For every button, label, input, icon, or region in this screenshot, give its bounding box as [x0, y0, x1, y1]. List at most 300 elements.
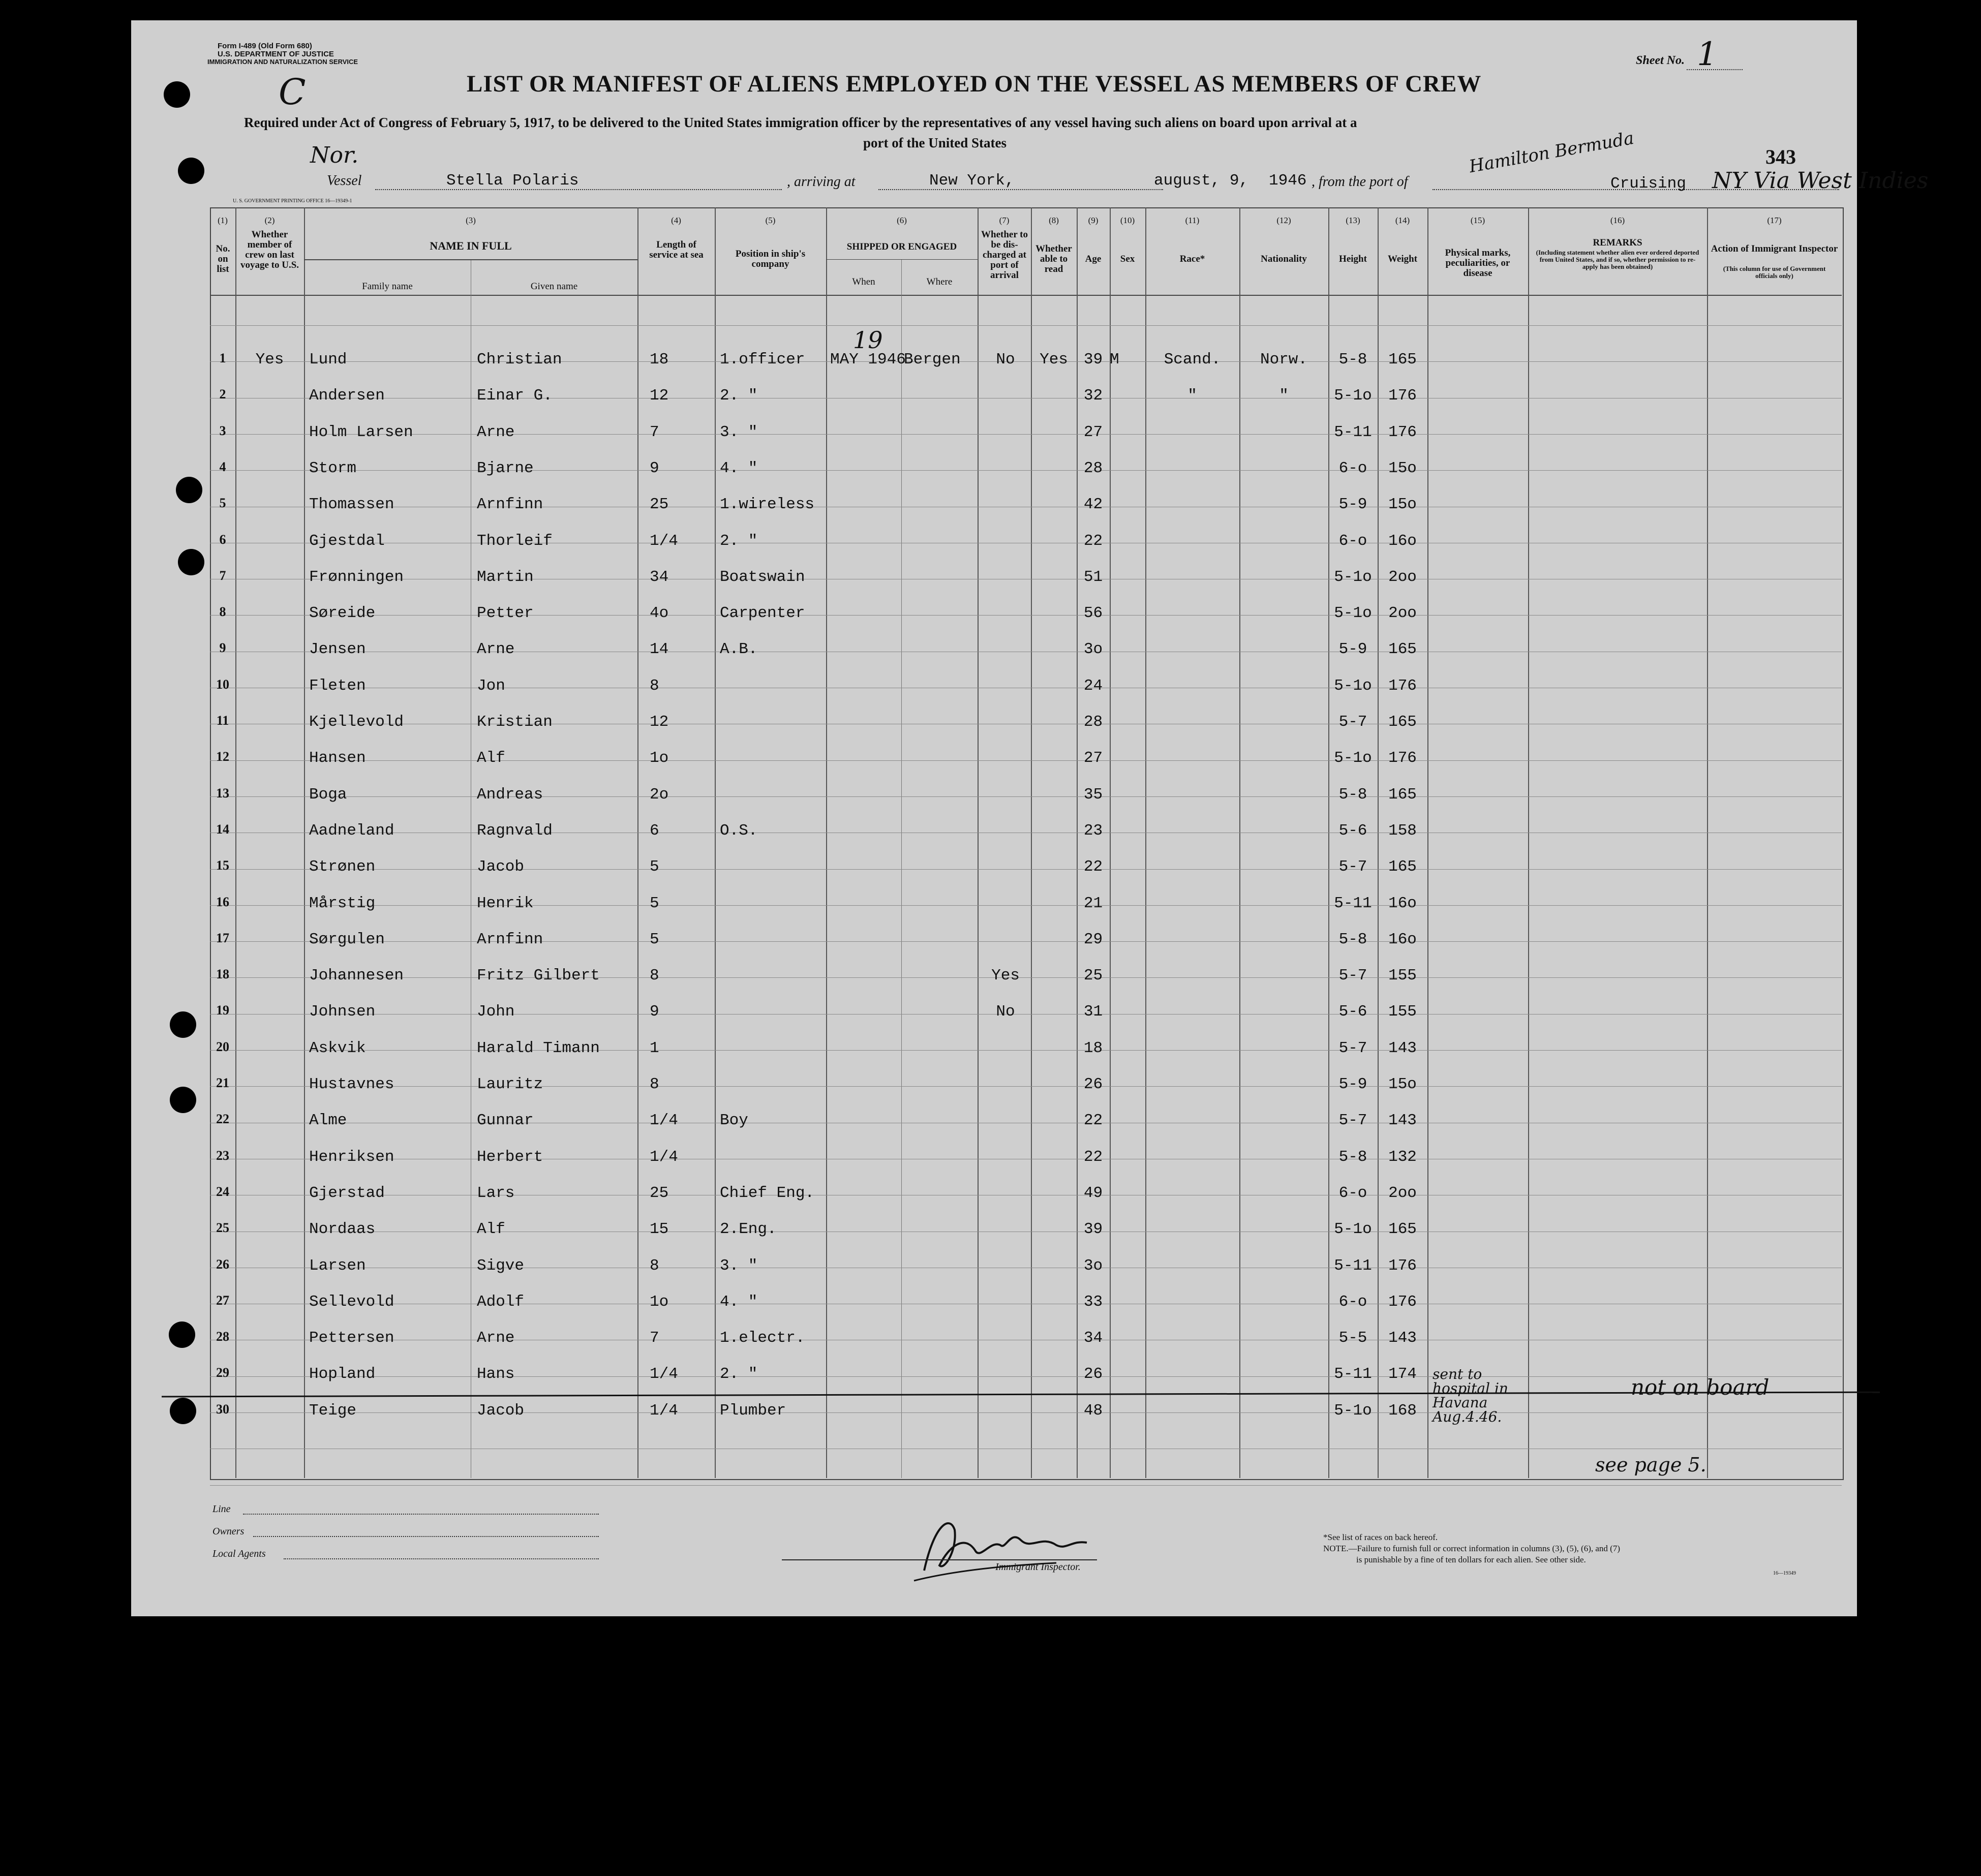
cell-height: 5-6 — [1338, 1003, 1367, 1021]
form-number: Form I-489 (Old Form 680) — [218, 42, 312, 50]
col-num: (8) — [1049, 216, 1059, 225]
cell-position: 4. " — [720, 459, 758, 477]
cell-given: Ragnvald — [477, 821, 553, 840]
header-sex: Sex — [1120, 254, 1135, 264]
col-num: (14) — [1395, 216, 1410, 225]
cell-position: Boatswain — [720, 568, 805, 586]
cell-service: 1o — [650, 749, 669, 767]
sheet-underline — [1687, 69, 1743, 70]
cell-weight: 2oo — [1388, 568, 1417, 586]
header-bottom-rule — [210, 295, 1842, 296]
cell-race: Scand. — [1164, 351, 1221, 368]
cell-age: 51 — [1083, 568, 1103, 586]
department: U.S. DEPARTMENT OF JUSTICE — [218, 50, 334, 58]
inspector-label: Immigrant Inspector. — [995, 1561, 1081, 1573]
header-shipped: SHIPPED OR ENGAGED — [846, 241, 957, 252]
cell-family: Gjestdal — [309, 532, 385, 550]
cell-no: 10 — [216, 676, 229, 692]
cell-weight: 155 — [1388, 1003, 1417, 1021]
cell-age: 28 — [1083, 459, 1103, 477]
cell-no: 5 — [219, 496, 226, 511]
cell-family: Søreide — [309, 604, 376, 623]
col-num: (2) — [264, 216, 275, 225]
cell-weight: 168 — [1388, 1401, 1417, 1420]
col-num: (11) — [1185, 216, 1200, 225]
cell-age: 23 — [1083, 821, 1103, 840]
cell-height: 5-8 — [1338, 930, 1367, 948]
cell-weight: 176 — [1388, 1293, 1417, 1311]
cell-weight: 165 — [1388, 1220, 1417, 1239]
punch-hole — [169, 1321, 195, 1348]
cell-height: 5-9 — [1338, 1075, 1367, 1093]
cell-service: 7 — [650, 423, 659, 441]
header-height: Height — [1339, 254, 1367, 264]
cell-height: 5-11 — [1334, 423, 1372, 441]
cell-height: 5-6 — [1338, 821, 1367, 840]
cell-family: Hansen — [309, 749, 366, 767]
punch-hole — [176, 477, 202, 503]
header-position: Position in ship's company — [735, 249, 806, 269]
cell-height: 5-1o — [1334, 1401, 1372, 1420]
cell-weight: 16o — [1388, 930, 1417, 948]
col-num: (12) — [1276, 216, 1291, 225]
col-num: (10) — [1120, 216, 1135, 225]
cell-family: Jensen — [309, 640, 366, 659]
cell-weight: 2oo — [1388, 1184, 1417, 1202]
cell-given: Arne — [477, 1329, 515, 1347]
cell-family: Mårstig — [309, 894, 376, 912]
cell-no: 26 — [216, 1256, 229, 1272]
cell-height: 5-8 — [1338, 1148, 1367, 1166]
cell-position: 2.Eng. — [720, 1220, 777, 1239]
cell-height: 5-8 — [1338, 785, 1367, 804]
cell-position: Boy — [720, 1112, 748, 1130]
row-guide-line — [210, 325, 1842, 326]
cell-family: Frønningen — [309, 568, 404, 586]
sheet-label: Sheet No. — [1636, 54, 1685, 67]
cell-height: 5-7 — [1338, 1039, 1367, 1057]
cell-family: Thomassen — [309, 496, 394, 514]
cell-position: O.S. — [720, 821, 758, 840]
owners-underline — [253, 1536, 599, 1537]
cell-given: Lauritz — [477, 1075, 543, 1093]
cell-family: Gjerstad — [309, 1184, 385, 1202]
cell-given: Arne — [477, 423, 515, 441]
cell-service: 7 — [650, 1329, 659, 1347]
cell-service: 5 — [650, 894, 659, 912]
line-label: Line — [212, 1503, 231, 1515]
cell-no: 22 — [216, 1112, 229, 1127]
cell-given: Martin — [477, 568, 534, 586]
cell-family: Henriksen — [309, 1148, 394, 1166]
cell-service: 12 — [650, 387, 669, 405]
header-physical-marks: Physical marks, peculiarities, or disease — [1445, 248, 1511, 279]
cell-family: Aadneland — [309, 821, 394, 840]
cell-position: 1.officer — [720, 351, 805, 368]
from-port-handwritten: Hamilton Bermuda — [1468, 128, 1636, 177]
cell-given: Einar G. — [477, 387, 553, 405]
cell-weight: 176 — [1388, 749, 1417, 767]
punch-hole — [164, 81, 190, 108]
row29-remark: sent to hospital in Havana Aug.4.46. — [1433, 1366, 1508, 1425]
cell-given: Herbert — [477, 1148, 543, 1166]
cell-height: 6-o — [1338, 459, 1367, 477]
cell-age: 22 — [1083, 858, 1103, 876]
cell-position: 3. " — [720, 1256, 758, 1275]
cell-service: 18 — [650, 351, 669, 368]
cell-age: 39 — [1083, 351, 1103, 368]
cell-weight: 132 — [1388, 1148, 1417, 1166]
cell-family: Storm — [309, 459, 357, 477]
cell-weight: 165 — [1388, 858, 1417, 876]
cell-service: 9 — [650, 459, 659, 477]
cell-no: 4 — [219, 459, 226, 474]
cell-weight: 176 — [1388, 676, 1417, 695]
cell-family: Askvik — [309, 1039, 366, 1057]
cell-service: 15 — [650, 1220, 669, 1239]
cell-weight: 176 — [1388, 1256, 1417, 1275]
header-race: Race* — [1179, 254, 1205, 264]
cell-given: John — [477, 1003, 515, 1021]
cell-height: 5-1o — [1334, 676, 1372, 695]
col-num: (16) — [1610, 216, 1625, 225]
cell-position: 2. " — [720, 387, 758, 405]
cell-no: 20 — [216, 1039, 229, 1054]
cell-position: 2. " — [720, 532, 758, 550]
cell-no: 7 — [219, 568, 226, 583]
agents-underline — [284, 1558, 599, 1559]
cell-age: 48 — [1083, 1401, 1103, 1420]
header-age: Age — [1085, 254, 1102, 264]
cell-no: 24 — [216, 1184, 229, 1199]
footnote-penalty-2: is punishable by a fine of ten dollars for each alien. See other side. — [1356, 1555, 1586, 1564]
cell-no: 2 — [219, 387, 226, 402]
col-num: (7) — [999, 216, 1010, 225]
cell-weight: 15o — [1388, 496, 1417, 514]
cell-position: Carpenter — [720, 604, 805, 623]
footnote-penalty-1: NOTE.—Failure to furnish full or correct information in columns (3), (5), (6), and (7) — [1323, 1544, 1620, 1553]
cell-given: Jacob — [477, 1401, 525, 1420]
cell-weight: 165 — [1388, 785, 1417, 804]
cell-no: 11 — [216, 713, 229, 728]
cell-age: 3o — [1083, 640, 1103, 659]
cell-age: 24 — [1083, 676, 1103, 695]
cell-family: Fleten — [309, 676, 366, 695]
cell-height: 6-o — [1338, 1293, 1367, 1311]
header-given-name: Given name — [530, 281, 578, 292]
col-num: (4) — [671, 216, 681, 225]
cell-age: 35 — [1083, 785, 1103, 804]
cell-given: Kristian — [477, 713, 553, 731]
cell-given: Harald Timann — [477, 1039, 600, 1057]
cell-height: 5-11 — [1334, 894, 1372, 912]
cell-height: 5-7 — [1338, 858, 1367, 876]
punch-hole — [170, 1011, 196, 1038]
cell-no: 8 — [219, 604, 226, 620]
cell-service: 1/4 — [650, 532, 678, 550]
handwritten-mark: C — [279, 71, 306, 113]
cell-no: 29 — [216, 1365, 229, 1380]
cell-weight: 165 — [1388, 640, 1417, 659]
cell-weight: 16o — [1388, 532, 1417, 550]
cell-age: 32 — [1083, 387, 1103, 405]
line-underline — [243, 1514, 599, 1515]
header-weight: Weight — [1387, 254, 1418, 264]
cell-discharged: No — [996, 351, 1015, 368]
cell-family: Holm Larsen — [309, 423, 413, 441]
header-action-sub: (This column for use of Government officials only) — [1723, 265, 1826, 280]
cell-height: 5-7 — [1338, 713, 1367, 731]
cell-nationality: " — [1279, 387, 1289, 405]
printer-line: U. S. GOVERNMENT PRINTING OFFICE 16—19349-1 — [233, 198, 352, 204]
cell-position: Plumber — [720, 1401, 786, 1420]
col-num: (5) — [765, 216, 776, 225]
cell-given: Petter — [477, 604, 534, 623]
header-read: Whether able to read — [1035, 243, 1072, 274]
cell-weight: 2oo — [1388, 604, 1417, 623]
cell-given: Jacob — [477, 858, 525, 876]
cell-given: Bjarne — [477, 459, 534, 477]
cell-age: 56 — [1083, 604, 1103, 623]
service: IMMIGRATION AND NATURALIZATION SERVICE — [207, 58, 358, 66]
agents-label: Local Agents — [212, 1548, 266, 1559]
cell-family: Johannesen — [309, 967, 404, 985]
page-number: 343 — [1765, 145, 1796, 168]
cell-sex: M — [1110, 351, 1119, 368]
route-handwritten: NY Via West Indies — [1712, 168, 1929, 194]
cell-no: 16 — [216, 894, 229, 909]
cell-position: 2. " — [720, 1365, 758, 1383]
header-remarks-sub: (Including statement whether alien ever ordered deported from United States, and if so, whether permission to re-apply has been obtained) — [1536, 249, 1699, 270]
header-where: Where — [926, 276, 953, 287]
cell-weight: 143 — [1388, 1329, 1417, 1347]
cell-family: Boga — [309, 785, 347, 804]
cell-no: 27 — [216, 1293, 229, 1308]
cell-weight: 158 — [1388, 821, 1417, 840]
cell-age: 18 — [1083, 1039, 1103, 1057]
cell-service: 12 — [650, 713, 669, 731]
cell-family: Nordaas — [309, 1220, 376, 1239]
cell-given: Lars — [477, 1184, 515, 1202]
punch-hole — [178, 158, 204, 184]
cell-given: Alf — [477, 1220, 505, 1239]
header-family-name: Family name — [362, 281, 413, 292]
cell-height: 5-5 — [1338, 1329, 1367, 1347]
cell-age: 29 — [1083, 930, 1103, 948]
inspector-signature — [904, 1494, 1188, 1596]
cell-given: Christian — [477, 351, 562, 368]
cell-service: 8 — [650, 1075, 659, 1093]
cell-service: 34 — [650, 568, 669, 586]
cell-discharged: Yes — [991, 967, 1020, 985]
cell-given: Fritz Gilbert — [477, 967, 600, 985]
cell-service: 1o — [650, 1293, 669, 1311]
cell-family: Sørgulen — [309, 930, 385, 948]
header-length-service: Length of service at sea — [649, 239, 704, 260]
header-no: No. on list — [216, 243, 230, 274]
header-when: When — [852, 276, 875, 287]
cell-age: 34 — [1083, 1329, 1103, 1347]
cell-family: Strønen — [309, 858, 376, 876]
arrival-year: 1946 — [1269, 172, 1307, 190]
header-remarks: REMARKS — [1593, 237, 1642, 248]
cell-given: Andreas — [477, 785, 543, 804]
cell-position: 1.electr. — [720, 1329, 805, 1347]
cell-given: Hans — [477, 1365, 515, 1383]
cell-prev: Yes — [255, 351, 284, 368]
header-action: Action of Immigrant Inspector — [1711, 243, 1838, 254]
col-num: (17) — [1767, 216, 1782, 225]
cell-height: 5-1o — [1334, 387, 1372, 405]
cell-service: 9 — [650, 1003, 659, 1021]
cell-when-day: 19 — [853, 326, 883, 354]
cell-age: 42 — [1083, 496, 1103, 514]
inspector-line — [782, 1559, 1097, 1560]
cell-service: 8 — [650, 1256, 659, 1275]
vessel-flag: Nor. — [310, 142, 359, 168]
cell-age: 21 — [1083, 894, 1103, 912]
cell-height: 5-8 — [1338, 351, 1367, 368]
cell-height: 5-1o — [1334, 604, 1372, 623]
cell-no: 17 — [216, 930, 229, 945]
cell-height: 5-7 — [1338, 1112, 1367, 1130]
col-num: (3) — [466, 216, 476, 225]
cell-service: 1/4 — [650, 1112, 678, 1130]
form-title: LIST OR MANIFEST OF ALIENS EMPLOYED ON THE VESSEL AS MEMBERS OF CREW — [467, 71, 1482, 97]
cell-no: 21 — [216, 1075, 229, 1090]
cell-age: 3o — [1083, 1256, 1103, 1275]
cell-given: Arnfinn — [477, 930, 543, 948]
cell-family: Pettersen — [309, 1329, 394, 1347]
cell-family: Johnsen — [309, 1003, 376, 1021]
col-num: (9) — [1088, 216, 1099, 225]
header-discharged: Whether to be dis- charged at port of arrival — [981, 229, 1028, 281]
cell-no: 9 — [219, 640, 226, 656]
name-rule — [304, 259, 637, 260]
punch-hole — [178, 549, 204, 575]
cell-race: " — [1187, 387, 1197, 405]
cell-weight: 143 — [1388, 1039, 1417, 1057]
cell-height: 5-1o — [1334, 749, 1372, 767]
cell-age: 26 — [1083, 1075, 1103, 1093]
cell-given: Alf — [477, 749, 505, 767]
cell-given: Sigve — [477, 1256, 525, 1275]
cell-service: 14 — [650, 640, 669, 659]
cell-service: 5 — [650, 930, 659, 948]
cell-service: 6 — [650, 821, 659, 840]
from-port-label: , from the port of — [1312, 174, 1408, 190]
manifest-sheet — [131, 20, 1929, 1616]
cell-weight: 143 — [1388, 1112, 1417, 1130]
cell-given: Arne — [477, 640, 515, 659]
cell-no: 14 — [216, 821, 229, 837]
cell-read: Yes — [1040, 351, 1068, 368]
cell-weight: 15o — [1388, 1075, 1417, 1093]
sheet-number: 1 — [1697, 36, 1718, 73]
cell-service: 1/4 — [650, 1148, 678, 1166]
cell-weight: 165 — [1388, 351, 1417, 368]
cell-weight: 165 — [1388, 713, 1417, 731]
arriving-port: New York, — [929, 172, 1015, 190]
cell-age: 22 — [1083, 532, 1103, 550]
cell-service: 5 — [650, 858, 659, 876]
cell-service: 4o — [650, 604, 669, 623]
cell-no: 15 — [216, 858, 229, 873]
see-page-note: see page 5. — [1595, 1454, 1706, 1476]
cell-height: 5-11 — [1334, 1256, 1372, 1275]
cell-height: 6-o — [1338, 1184, 1367, 1202]
cell-no: 13 — [216, 785, 229, 801]
arrival-date: august, 9, — [1154, 172, 1249, 190]
form-code: 16—19349 — [1773, 1571, 1796, 1576]
cell-position: 3. " — [720, 423, 758, 441]
cell-weight: 176 — [1388, 387, 1417, 405]
cell-given: Henrik — [477, 894, 534, 912]
cell-no: 23 — [216, 1148, 229, 1163]
cell-service: 1/4 — [650, 1401, 678, 1420]
cell-no: 19 — [216, 1003, 229, 1018]
cell-no: 18 — [216, 967, 229, 982]
cell-service: 1/4 — [650, 1365, 678, 1383]
cell-no: 12 — [216, 749, 229, 764]
cell-family: Larsen — [309, 1256, 366, 1275]
cell-height: 5-1o — [1334, 568, 1372, 586]
cell-weight: 155 — [1388, 967, 1417, 985]
row-guide-line — [210, 1485, 1842, 1486]
cell-service: 25 — [650, 496, 669, 514]
cell-discharged: No — [996, 1003, 1015, 1021]
cell-height: 5-1o — [1334, 1220, 1372, 1239]
subtitle-line1: Required under Act of Congress of February 5, 1917, to be delivered to the United States immigration officer by the representatives of any vessel having such aliens on board upon arrival at a — [244, 115, 1357, 130]
cell-position: A.B. — [720, 640, 758, 659]
cell-age: 22 — [1083, 1112, 1103, 1130]
cell-given: Adolf — [477, 1293, 525, 1311]
header-prev-voyage: Whether member of crew on last voyage to U.S. — [240, 229, 299, 270]
cell-height: 5-9 — [1338, 496, 1367, 514]
cell-height: 6-o — [1338, 532, 1367, 550]
cell-height: 5-7 — [1338, 967, 1367, 985]
cell-position: 4. " — [720, 1293, 758, 1311]
cell-no: 3 — [219, 423, 226, 438]
cell-position: 1.wireless — [720, 496, 815, 514]
row29-action: not on board — [1631, 1375, 1770, 1400]
col-num: (1) — [218, 216, 228, 225]
cell-service: 1 — [650, 1039, 659, 1057]
vessel-label: Vessel — [327, 173, 362, 189]
cell-given: Thorleif — [477, 532, 553, 550]
cell-no: 30 — [216, 1401, 229, 1417]
punch-hole — [170, 1398, 196, 1424]
col-num: (13) — [1346, 216, 1360, 225]
cell-age: 39 — [1083, 1220, 1103, 1239]
cell-service: 8 — [650, 676, 659, 695]
cell-given: Gunnar — [477, 1112, 534, 1130]
cell-age: 49 — [1083, 1184, 1103, 1202]
shipped-rule — [826, 259, 978, 260]
cell-height: 5-11 — [1334, 1365, 1372, 1383]
cell-weight: 174 — [1388, 1365, 1417, 1383]
cell-height: 5-9 — [1338, 640, 1367, 659]
cell-family: Teige — [309, 1401, 357, 1420]
cell-age: 25 — [1083, 967, 1103, 985]
cell-position: Chief Eng. — [720, 1184, 815, 1202]
cell-given: Arnfinn — [477, 496, 543, 514]
cell-family: Sellevold — [309, 1293, 394, 1311]
cell-given: Jon — [477, 676, 505, 695]
cell-service: 2o — [650, 785, 669, 804]
cell-where: Bergen — [904, 351, 961, 368]
header-name: NAME IN FULL — [430, 239, 512, 252]
